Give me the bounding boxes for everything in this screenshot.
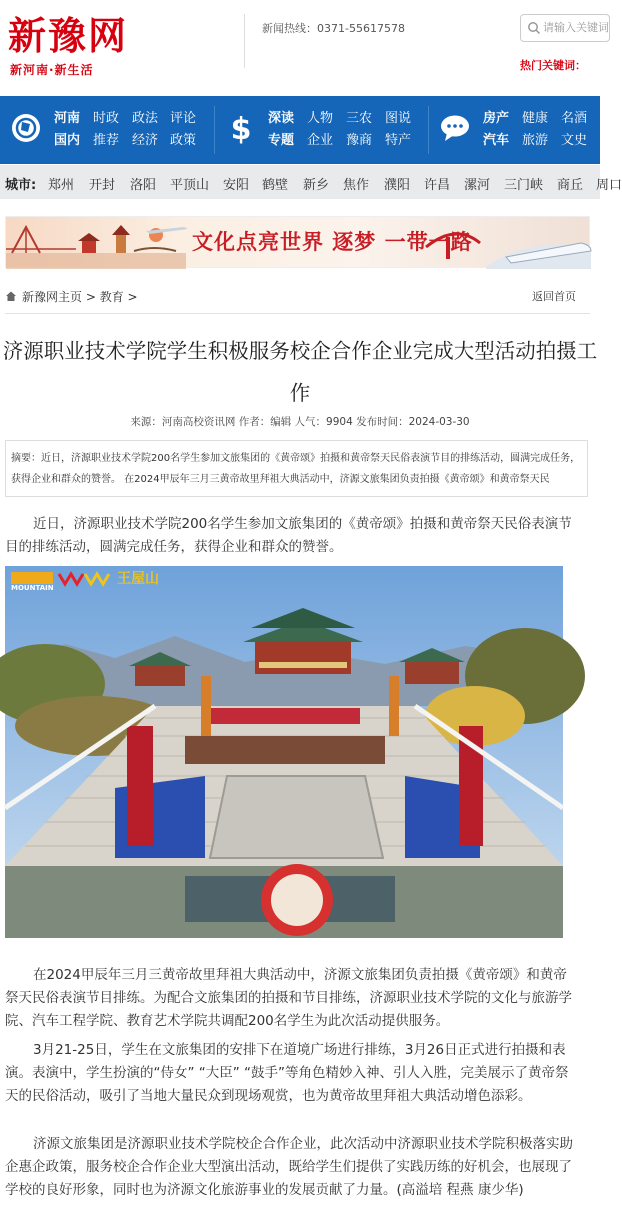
breadcrumb-section-link[interactable]: 教育	[99, 290, 124, 304]
nav-link-shendu[interactable]: 深读	[268, 111, 295, 126]
nav-link-qiye[interactable]: 企业	[307, 133, 334, 148]
city-link-shangqiu[interactable]: 商丘	[557, 178, 584, 193]
nav-link-pinglun[interactable]: 评论	[170, 111, 197, 126]
nav-link-henan[interactable]: 河南	[54, 111, 81, 126]
nav-link-qiche[interactable]: 汽车	[483, 133, 510, 148]
city-link-xuchang[interactable]: 许昌	[424, 178, 451, 193]
home-icon	[5, 290, 17, 302]
main-nav	[0, 96, 600, 164]
breadcrumb-separator: >	[82, 290, 100, 304]
nav-col	[483, 108, 519, 152]
money-icon	[224, 111, 258, 145]
temple-ceremony-image	[5, 566, 563, 938]
nav-link-lvyou[interactable]: 旅游	[522, 133, 549, 148]
nav-link-zhengfa[interactable]: 政法	[132, 111, 159, 126]
city-link-pingdingshan[interactable]: 平顶山	[170, 178, 210, 193]
city-link-jiaozuo[interactable]: 焦作	[343, 178, 370, 193]
nav-col	[307, 108, 343, 152]
city-link-puyang[interactable]: 濮阳	[384, 178, 411, 193]
search-input[interactable]	[543, 18, 613, 38]
city-bar-label: 城市:	[5, 178, 37, 193]
nav-link-zhengce[interactable]: 政策	[170, 133, 197, 148]
nav-link-techan[interactable]: 特产	[385, 133, 412, 148]
city-link-kaifeng[interactable]: 开封	[89, 178, 116, 193]
nav-link-jingji[interactable]: 经济	[132, 133, 159, 148]
banner-slogan: 文化点亮世界 逐梦 一带一路	[192, 230, 473, 254]
site-logo[interactable]: 新豫网	[8, 13, 129, 58]
header-divider	[244, 14, 245, 68]
nav-col	[385, 108, 421, 152]
photo-watermark-mountain: MOUNTAIN	[11, 584, 54, 592]
nav-link-zhuanti[interactable]: 专题	[268, 133, 295, 148]
nav-col	[561, 108, 597, 152]
nav-link-sannong[interactable]: 三农	[346, 111, 373, 126]
nav-link-fangchan[interactable]: 房产	[483, 111, 510, 126]
nav-link-wenshi[interactable]: 文史	[561, 133, 588, 148]
article-title: 济源职业技术学院学生积极服务校企合作企业完成大型活动拍摄工作	[2, 339, 598, 405]
site-header	[0, 0, 600, 92]
city-link-xinxiang[interactable]: 新乡	[303, 178, 330, 193]
city-link-sanmenxia[interactable]: 三门峡	[504, 178, 544, 193]
search-box[interactable]	[520, 14, 610, 42]
news-hotline: 新闻热线：0371-55617578	[262, 22, 405, 35]
nav-link-jiankang[interactable]: 健康	[522, 111, 549, 126]
nav-col	[54, 108, 90, 152]
nav-link-tushuo[interactable]: 图说	[385, 111, 412, 126]
nav-link-yushang[interactable]: 豫商	[346, 133, 373, 148]
article-summary: 摘要：近日，济源职业技术学院200名学生参加文旅集团的《黄帝颂》拍摄和黄帝祭天民俗表演节目的排练活动，圆满完成任务，获得企业和群众的赞誉。 在2024甲辰年三月三黄帝故里拜祖大典活动中，济源文旅集团负责拍摄《黄帝颂》和黄帝祭天民	[5, 440, 588, 497]
article-meta: 来源：河南高校资讯网 作者：编辑 人气：9904 发布时间：2024-03-30	[130, 416, 470, 428]
svg-text:$: $	[230, 112, 252, 147]
nav-col	[132, 108, 168, 152]
chat-bubble-icon	[438, 111, 472, 145]
article-paragraph: 在2024甲辰年三月三黄帝故里拜祖大典活动中，济源文旅集团负责拍摄《黄帝颂》和黄帝祭天民俗表演节目排练。为配合文旅集团的拍摄和节目排练，济源职业技术学院的文化与旅游学院、汽车工程学院、教育艺术学院共调配200名学生为此次活动提供服务。	[5, 967, 572, 1029]
city-link-zhengzhou[interactable]: 郑州	[48, 178, 75, 193]
article-photo	[5, 566, 563, 938]
search-icon[interactable]	[527, 21, 541, 35]
hot-keywords-label: 热门关键词：	[520, 59, 586, 72]
article-paragraph: 济源文旅集团是济源职业技术学院校企合作企业，此次活动中济源职业技术学院积极落实助企惠企政策，服务校企合作企业大型演出活动，既给学生们提供了实践历练的好机会，也展现了学校的良好形象，同时也为济源文化旅游事业的发展贡献了力量。(高溢培 程燕 康少华)	[5, 1136, 573, 1198]
breadcrumb-trail	[22, 288, 138, 305]
breadcrumb-separator: >	[123, 290, 138, 304]
breadcrumb	[5, 286, 590, 314]
city-link-luoyang[interactable]: 洛阳	[130, 178, 157, 193]
nav-divider	[428, 106, 429, 154]
nav-link-mingjiu[interactable]: 名酒	[561, 111, 588, 126]
city-bar	[0, 165, 622, 199]
nav-col	[522, 108, 558, 152]
city-link-luohe[interactable]: 漯河	[464, 178, 491, 193]
article-paragraph: 3月21-25日，学生在文旅集团的安排下在道境广场进行排练，3月26日正式进行拍摄和表演。表演中，学生扮演的“侍女” “大臣” “鼓手”等角色精妙入神、引人入胜，完美展示了黄帝祭天的民俗活动，吸引了当地大量民众到现场观赏，也为黄帝故里拜祖大典活动增色添彩。	[5, 1042, 569, 1104]
nav-col	[170, 108, 206, 152]
nav-link-shizheng[interactable]: 时政	[93, 111, 120, 126]
city-link-hebi[interactable]: 鹤壁	[262, 178, 289, 193]
nav-col	[346, 108, 382, 152]
back-home-link[interactable]: 返回首页	[532, 290, 576, 303]
photo-watermark-wangwushan: 王屋山	[117, 571, 159, 587]
city-link-zhoukou[interactable]: 周口	[596, 178, 622, 193]
nav-divider	[214, 106, 215, 154]
city-link-anyang[interactable]: 安阳	[223, 178, 250, 193]
logo-slogan: 新河南·新生活	[10, 63, 94, 77]
nav-col	[268, 108, 304, 152]
article-paragraph: 近日，济源职业技术学院200名学生参加文旅集团的《黄帝颂》拍摄和黄帝祭天民俗表演节目的排练活动，圆满完成任务，获得企业和群众的赞誉。	[5, 516, 572, 555]
nav-link-tuijian[interactable]: 推荐	[93, 133, 120, 148]
ad-banner[interactable]	[5, 216, 590, 268]
nav-link-guonei[interactable]: 国内	[54, 133, 81, 148]
nav-col	[93, 108, 129, 152]
globe-icon	[9, 111, 43, 145]
breadcrumb-home-link[interactable]: 新豫网主页	[22, 290, 83, 304]
nav-link-renwu[interactable]: 人物	[307, 111, 334, 126]
